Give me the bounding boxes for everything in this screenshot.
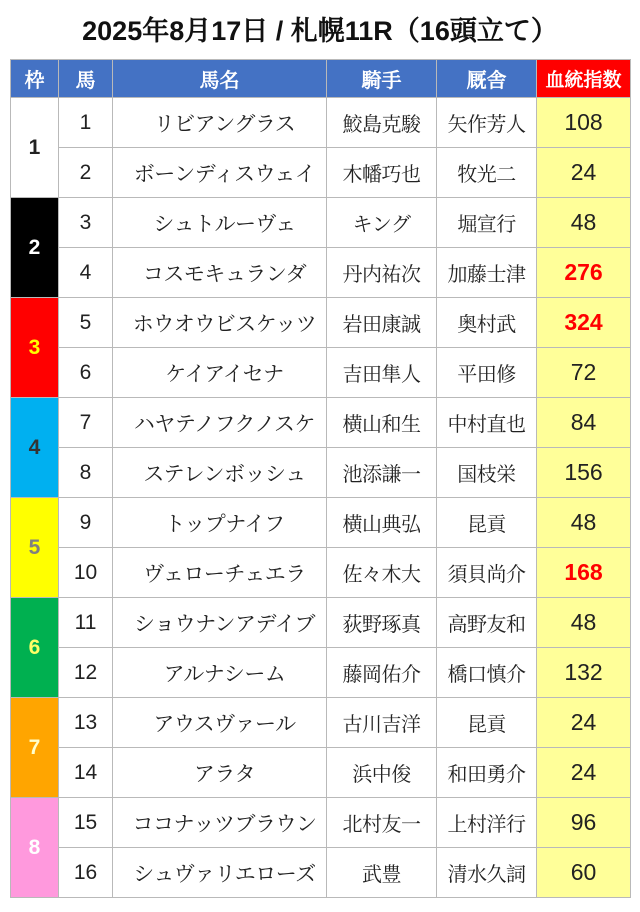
horse-number-cell: 16 <box>59 848 113 898</box>
table-row <box>11 398 631 448</box>
stable-cell: 牧光二 <box>437 148 537 198</box>
horse-name-cell: ケイアイセナ <box>113 348 327 398</box>
race-entries-table <box>10 59 631 898</box>
blood-index-cell: 24 <box>537 148 631 198</box>
stable-cell: 清水久詞 <box>437 848 537 898</box>
stable-cell: 上村洋行 <box>437 798 537 848</box>
horse-name-cell: シュヴァリエローズ <box>113 848 327 898</box>
stable-cell: 国枝栄 <box>437 448 537 498</box>
jockey-cell: 横山和生 <box>327 398 437 448</box>
stable-cell: 須貝尚介 <box>437 548 537 598</box>
horse-number-cell: 1 <box>59 98 113 148</box>
horse-name-cell: ハヤテノフクノスケ <box>113 398 327 448</box>
stable-cell: 昆貢 <box>437 698 537 748</box>
table-row <box>11 498 631 548</box>
jockey-cell: 池添謙一 <box>327 448 437 498</box>
horse-name-cell: ショウナンアデイブ <box>113 598 327 648</box>
frame-number-cell: 5 <box>11 498 59 598</box>
stable-cell: 矢作芳人 <box>437 98 537 148</box>
horse-number-cell: 15 <box>59 798 113 848</box>
table-row <box>11 748 631 798</box>
jockey-cell: 佐々木大 <box>327 548 437 598</box>
blood-index-cell: 132 <box>537 648 631 698</box>
blood-index-cell: 168 <box>537 548 631 598</box>
horse-name-cell: トップナイフ <box>113 498 327 548</box>
jockey-cell: 岩田康誠 <box>327 298 437 348</box>
stable-cell: 加藤士津 <box>437 248 537 298</box>
horse-number-cell: 9 <box>59 498 113 548</box>
blood-index-cell: 48 <box>537 598 631 648</box>
table-header <box>11 60 631 98</box>
frame-number-cell: 8 <box>11 798 59 898</box>
blood-index-cell: 156 <box>537 448 631 498</box>
horse-name-cell: アウスヴァール <box>113 698 327 748</box>
blood-index-cell: 48 <box>537 198 631 248</box>
column-header-horse-number: 馬 <box>59 60 113 98</box>
horse-name-cell: リビアングラス <box>113 98 327 148</box>
horse-number-cell: 11 <box>59 598 113 648</box>
column-header-blood-index: 血統指数 <box>537 60 631 98</box>
column-header-jockey: 騎手 <box>327 60 437 98</box>
jockey-cell: 吉田隼人 <box>327 348 437 398</box>
header-row <box>11 60 631 98</box>
frame-number-cell: 4 <box>11 398 59 498</box>
stable-cell: 平田修 <box>437 348 537 398</box>
table-row <box>11 98 631 148</box>
stable-cell: 奥村武 <box>437 298 537 348</box>
stable-cell: 堀宣行 <box>437 198 537 248</box>
jockey-cell: 北村友一 <box>327 798 437 848</box>
table-row <box>11 198 631 248</box>
table-row <box>11 448 631 498</box>
jockey-cell: 藤岡佑介 <box>327 648 437 698</box>
jockey-cell: 丹内祐次 <box>327 248 437 298</box>
horse-number-cell: 6 <box>59 348 113 398</box>
horse-name-cell: ヴェローチェエラ <box>113 548 327 598</box>
jockey-cell: 木幡巧也 <box>327 148 437 198</box>
blood-index-cell: 276 <box>537 248 631 298</box>
frame-number-cell: 6 <box>11 598 59 698</box>
blood-index-cell: 108 <box>537 98 631 148</box>
stable-cell: 中村直也 <box>437 398 537 448</box>
horse-name-cell: ホウオウビスケッツ <box>113 298 327 348</box>
blood-index-cell: 324 <box>537 298 631 348</box>
blood-index-cell: 24 <box>537 698 631 748</box>
jockey-cell: 浜中俊 <box>327 748 437 798</box>
table-row <box>11 548 631 598</box>
blood-index-cell: 84 <box>537 398 631 448</box>
stable-cell: 和田勇介 <box>437 748 537 798</box>
table-row <box>11 348 631 398</box>
horse-name-cell: ココナッツブラウン <box>113 798 327 848</box>
frame-number-cell: 3 <box>11 298 59 398</box>
table-row <box>11 848 631 898</box>
blood-index-cell: 24 <box>537 748 631 798</box>
blood-index-cell: 48 <box>537 498 631 548</box>
blood-index-cell: 60 <box>537 848 631 898</box>
table-row <box>11 798 631 848</box>
horse-number-cell: 5 <box>59 298 113 348</box>
jockey-cell: 横山典弘 <box>327 498 437 548</box>
horse-number-cell: 7 <box>59 398 113 448</box>
column-header-stable: 厩舎 <box>437 60 537 98</box>
jockey-cell: 鮫島克駿 <box>327 98 437 148</box>
horse-name-cell: アルナシーム <box>113 648 327 698</box>
frame-number-cell: 7 <box>11 698 59 798</box>
table-row <box>11 298 631 348</box>
jockey-cell: キング <box>327 198 437 248</box>
column-header-waku: 枠 <box>11 60 59 98</box>
stable-cell: 高野友和 <box>437 598 537 648</box>
table-row <box>11 148 631 198</box>
jockey-cell: 古川吉洋 <box>327 698 437 748</box>
horse-name-cell: シュトルーヴェ <box>113 198 327 248</box>
horse-number-cell: 12 <box>59 648 113 698</box>
table-row <box>11 248 631 298</box>
page-title: 2025年8月17日 / 札幌11R（16頭立て） <box>82 16 558 46</box>
horse-name-cell: ボーンディスウェイ <box>113 148 327 198</box>
horse-name-cell: アラタ <box>113 748 327 798</box>
horse-number-cell: 8 <box>59 448 113 498</box>
horse-number-cell: 4 <box>59 248 113 298</box>
jockey-cell: 荻野琢真 <box>327 598 437 648</box>
horse-name-cell: コスモキュランダ <box>113 248 327 298</box>
horse-number-cell: 14 <box>59 748 113 798</box>
jockey-cell: 武豊 <box>327 848 437 898</box>
horse-number-cell: 3 <box>59 198 113 248</box>
horse-number-cell: 10 <box>59 548 113 598</box>
stable-cell: 昆貢 <box>437 498 537 548</box>
table-body <box>11 98 631 898</box>
frame-number-cell: 1 <box>11 98 59 198</box>
table-row <box>11 648 631 698</box>
stable-cell: 橋口慎介 <box>437 648 537 698</box>
horse-number-cell: 2 <box>59 148 113 198</box>
column-header-horse-name: 馬名 <box>113 60 327 98</box>
table-row <box>11 598 631 648</box>
horse-number-cell: 13 <box>59 698 113 748</box>
frame-number-cell: 2 <box>11 198 59 298</box>
horse-name-cell: ステレンボッシュ <box>113 448 327 498</box>
blood-index-cell: 72 <box>537 348 631 398</box>
blood-index-cell: 96 <box>537 798 631 848</box>
table-row <box>11 698 631 748</box>
